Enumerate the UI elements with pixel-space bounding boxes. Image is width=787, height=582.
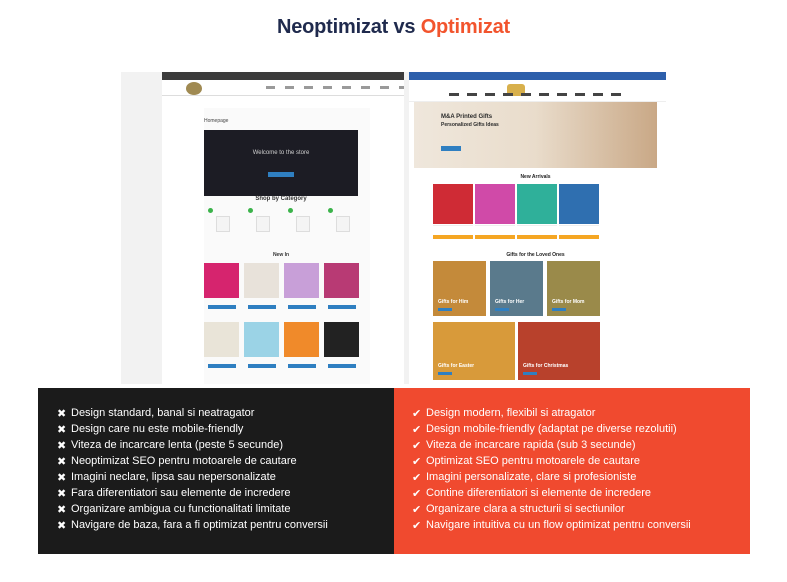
category-tile: Gifts for Mom xyxy=(547,261,600,316)
category-tile: Gifts for Him xyxy=(433,261,486,316)
check-icon: ✔ xyxy=(412,423,422,436)
check-icon: ✔ xyxy=(412,519,422,532)
cons-item: ✖ Fara diferentiatori sau elemente de incredere xyxy=(57,487,291,500)
hero-banner xyxy=(414,102,657,168)
pros-item: ✔ Organizare clara a structurii si sectiunilor xyxy=(412,503,625,516)
hero-title: M&A Printed Gifts xyxy=(441,114,493,120)
x-icon: ✖ xyxy=(57,519,67,532)
hero-text: Welcome to the store xyxy=(252,150,310,156)
hero-banner xyxy=(204,130,358,196)
pros-item: ✔ Design mobile-friendly (adaptat pe diverse rezolutii) xyxy=(412,423,677,436)
product-image xyxy=(204,263,239,298)
category-heading: Shop by Category xyxy=(255,196,307,202)
site-logo xyxy=(186,82,202,95)
site-header xyxy=(409,80,666,102)
pros-item: ✔ Imagini personalizate, clare si profesioniste xyxy=(412,471,637,484)
pros-item: ✔ Navigare intuitiva cu un flow optimizat pentru conversii xyxy=(412,519,691,532)
check-icon: ✔ xyxy=(412,455,422,468)
pros-item: ✔ Viteza de incarcare rapida (sub 3 secunde) xyxy=(412,439,636,452)
product-image xyxy=(324,322,359,357)
loved-ones-heading: Gifts for the Loved Ones xyxy=(506,252,565,258)
x-icon: ✖ xyxy=(57,503,67,516)
title-accent: Optimizat xyxy=(420,16,511,38)
x-icon: ✖ xyxy=(57,423,67,436)
pros-item: ✔ Contine diferentiatori si elemente de incredere xyxy=(412,487,652,500)
x-icon: ✖ xyxy=(57,439,67,452)
cons-item: ✖ Design care nu este mobile-friendly xyxy=(57,423,244,436)
product-image xyxy=(475,184,515,224)
x-icon: ✖ xyxy=(57,487,67,500)
check-icon: ✔ xyxy=(412,503,422,516)
cons-panel xyxy=(38,388,394,554)
product-image xyxy=(244,322,279,357)
check-icon: ✔ xyxy=(412,471,422,484)
page-label: Homepage xyxy=(204,118,229,124)
hero-button xyxy=(268,172,294,177)
check-icon: ✔ xyxy=(412,407,422,420)
category-tile: Gifts for Her xyxy=(490,261,543,316)
site-header xyxy=(162,80,404,96)
cons-item: ✖ Navigare de baza, fara a fi optimizat pentru conversii xyxy=(57,519,328,532)
screenshots-area xyxy=(121,72,666,384)
pros-item: ✔ Optimizat SEO pentru motoarele de cautare xyxy=(412,455,640,468)
category-placeholder-image xyxy=(256,216,270,232)
site-nav xyxy=(449,93,621,96)
top-info-bar xyxy=(409,72,666,80)
site-nav xyxy=(266,86,404,89)
product-image xyxy=(559,184,599,224)
product-image xyxy=(433,184,473,224)
cons-item: ✖ Viteza de incarcare lenta (peste 5 secunde) xyxy=(57,439,283,452)
new-heading: New In xyxy=(272,252,290,258)
hero-button xyxy=(441,146,461,151)
pros-item: ✔ Design modern, flexibil si atragator xyxy=(412,407,596,420)
cons-item: ✖ Organizare ambigua cu functionalitati limitate xyxy=(57,503,291,516)
product-image xyxy=(284,263,319,298)
arrivals-heading: New Arrivals xyxy=(520,174,551,180)
check-icon: ✔ xyxy=(412,487,422,500)
browser-bar xyxy=(162,72,404,80)
check-icon: ✔ xyxy=(412,439,422,452)
product-image xyxy=(517,184,557,224)
category-placeholder-image xyxy=(336,216,350,232)
cons-item: ✖ Neoptimizat SEO pentru motoarele de cautare xyxy=(57,455,297,468)
x-icon: ✖ xyxy=(57,471,67,484)
pros-panel xyxy=(394,388,750,554)
cons-item: ✖ Imagini neclare, lipsa sau nepersonalizate xyxy=(57,471,276,484)
category-tile: Gifts for Christmas xyxy=(518,322,600,380)
product-image xyxy=(324,263,359,298)
product-image xyxy=(204,322,239,357)
unoptimized-site-screenshot xyxy=(162,72,404,384)
category-tile: Gifts for Easter xyxy=(433,322,515,380)
hero-subtitle: Personalized Gifts Ideas xyxy=(441,122,499,128)
category-placeholder-image xyxy=(216,216,230,232)
page-title xyxy=(0,16,787,39)
product-image xyxy=(284,322,319,357)
x-icon: ✖ xyxy=(57,407,67,420)
cons-item: ✖ Design standard, banal si neatragator xyxy=(57,407,255,420)
x-icon: ✖ xyxy=(57,455,67,468)
optimized-site-screenshot xyxy=(409,72,666,384)
category-placeholder-image xyxy=(296,216,310,232)
title-prefix: Neoptimizat vs xyxy=(276,16,416,38)
page-body xyxy=(204,108,370,384)
product-image xyxy=(244,263,279,298)
